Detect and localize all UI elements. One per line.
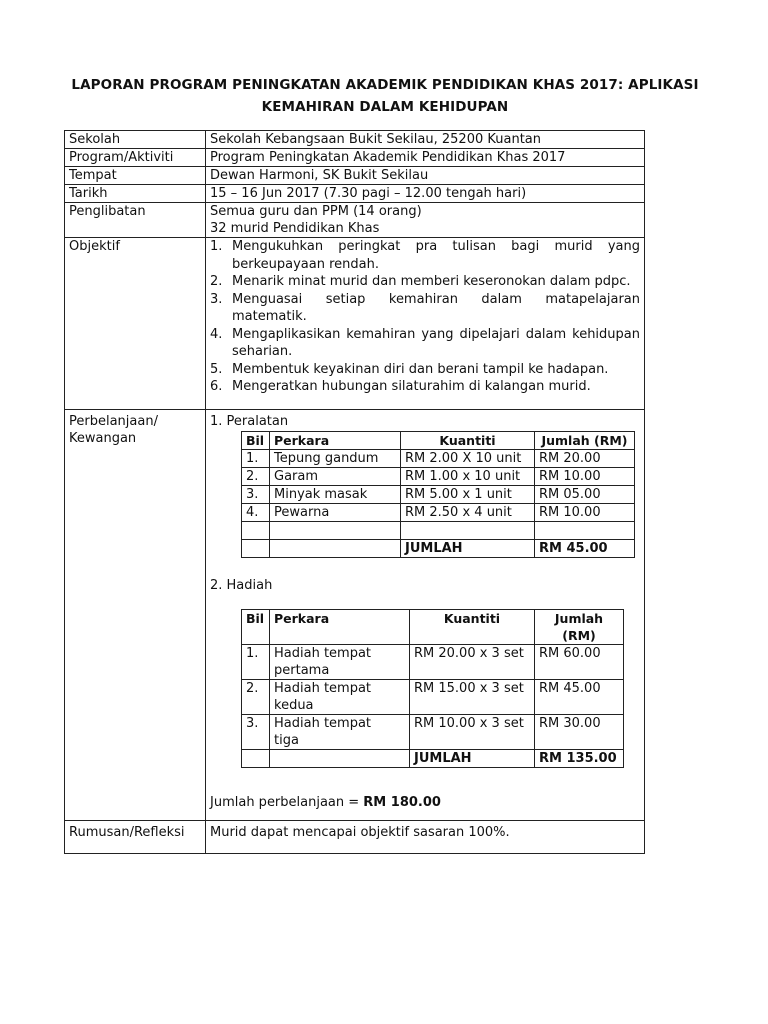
objective-item (210, 378, 640, 396)
hadiah-table (241, 609, 624, 768)
row-program (65, 149, 645, 167)
perkara-line-2: kedua (274, 697, 314, 713)
objective-text: Membentuk keyakinan diri dan berani tampil ke hadapan. (232, 361, 609, 377)
perkara-line-1: Hadiah tempat (274, 715, 372, 731)
total-row (242, 749, 624, 767)
cell-perkara: Pewarna (270, 503, 401, 521)
row-value: Murid dapat mencapai objektif sasaran 100%. (206, 820, 645, 853)
objective-text: Mengeratkan hubungan silaturahim di kalangan murid. (232, 379, 591, 394)
cell-kuantiti (401, 521, 535, 539)
cell-kuantiti: RM 1.00 x 10 unit (401, 467, 535, 485)
objective-number: 2. (210, 274, 223, 289)
grand-total-value: RM 180.00 (363, 794, 441, 810)
objective-number: 1. (210, 239, 223, 254)
peralatan-header-row (242, 431, 635, 449)
row-objektif (65, 238, 645, 410)
cell-jumlah: RM 05.00 (535, 485, 635, 503)
cell-jumlah (535, 521, 635, 539)
objective-item (210, 291, 640, 326)
title-line-2: KEMAHIRAN DALAM KEHIDUPAN (261, 99, 509, 115)
total-label: JUMLAH (401, 539, 535, 557)
cell-bil: 1. (242, 449, 270, 467)
grand-total-label: Jumlah perbelanjaan = (210, 794, 364, 810)
table-row (242, 503, 635, 521)
row-label: Program/Aktiviti (65, 149, 206, 167)
row-label: Rumusan/Refleksi (65, 820, 206, 853)
row-rumusan (65, 820, 645, 853)
header-jumlah (535, 609, 624, 644)
row-label: Sekolah (65, 131, 206, 149)
hadiah-heading: 2. Hadiah (210, 577, 273, 593)
cell-perkara (270, 644, 410, 679)
table-row (242, 449, 635, 467)
table-row (242, 679, 624, 714)
row-value: Program Peningkatan Akademik Pendidikan Khas 2017 (206, 149, 645, 167)
row-label: Objektif (65, 238, 206, 410)
grand-total (210, 794, 640, 812)
row-label (65, 409, 206, 820)
row-value: Dewan Harmoni, SK Bukit Sekilau (206, 167, 645, 185)
cell-perkara: Tepung gandum (270, 449, 401, 467)
header-bil: Bil (242, 609, 270, 644)
cell-jumlah: RM 10.00 (535, 467, 635, 485)
cell-perkara (270, 521, 401, 539)
objective-text: Menguasai setiap kemahiran dalam matapelajaran matematik. (232, 291, 640, 324)
objective-number: 3. (210, 291, 223, 307)
row-label: Penglibatan (65, 203, 206, 238)
cell-bil (242, 749, 270, 767)
objective-item (210, 238, 640, 273)
objective-item (210, 273, 640, 291)
cell-bil: 1. (242, 644, 270, 679)
cell-perkara (270, 749, 410, 767)
perkara-line-2: tiga (274, 732, 299, 748)
total-row (242, 539, 635, 557)
row-label: Tarikh (65, 185, 206, 203)
perkara-line-1: Hadiah tempat (274, 645, 372, 661)
row-value: 15 – 16 Jun 2017 (7.30 pagi – 12.00 tengah hari) (206, 185, 645, 203)
cell-perkara (270, 539, 401, 557)
cell-bil: 3. (242, 714, 270, 749)
cell-kuantiti: RM 20.00 x 3 set (410, 644, 535, 679)
objective-text: Mengukuhkan peringkat pra tulisan bagi murid yang berkeupayaan rendah. (232, 239, 640, 272)
objective-item (210, 361, 640, 379)
report-table (64, 130, 645, 854)
title-line-1: LAPORAN PROGRAM PENINGKATAN AKADEMIK PENDIDIKAN KHAS 2017: APLIKASI (71, 77, 699, 93)
expense-cell (206, 409, 645, 820)
hadiah-header-row (242, 609, 624, 644)
document-title (64, 74, 706, 118)
row-penglibatan (65, 203, 645, 238)
penglibatan-line-2: 32 murid Pendidikan Khas (210, 221, 380, 236)
cell-kuantiti: RM 5.00 x 1 unit (401, 485, 535, 503)
cell-kuantiti: RM 2.50 x 4 unit (401, 503, 535, 521)
row-label: Tempat (65, 167, 206, 185)
table-row-empty (242, 521, 635, 539)
cell-jumlah: RM 30.00 (535, 714, 624, 749)
header-perkara: Perkara (270, 609, 410, 644)
cell-jumlah: RM 60.00 (535, 644, 624, 679)
row-perbelanjaan (65, 409, 645, 820)
cell-bil: 2. (242, 679, 270, 714)
cell-kuantiti: RM 10.00 x 3 set (410, 714, 535, 749)
cell-bil: 4. (242, 503, 270, 521)
cell-perkara: Garam (270, 467, 401, 485)
perbelanjaan-label-line-1: Perbelanjaan/ (69, 413, 158, 429)
peralatan-table (241, 431, 635, 558)
cell-jumlah: RM 10.00 (535, 503, 635, 521)
header-bil: Bil (242, 431, 270, 449)
cell-bil: 3. (242, 485, 270, 503)
total-value: RM 45.00 (535, 539, 635, 557)
row-value: Sekolah Kebangsaan Bukit Sekilau, 25200 Kuantan (206, 131, 645, 149)
cell-bil (242, 521, 270, 539)
objective-list (210, 238, 640, 396)
header-kuantiti: Kuantiti (401, 431, 535, 449)
table-row (242, 644, 624, 679)
objective-item (210, 326, 640, 361)
row-tarikh (65, 185, 645, 203)
cell-jumlah: RM 20.00 (535, 449, 635, 467)
objective-cell (206, 238, 645, 410)
cell-perkara (270, 714, 410, 749)
perbelanjaan-label-line-2: Kewangan (69, 430, 137, 446)
cell-kuantiti: RM 2.00 X 10 unit (401, 449, 535, 467)
objective-number: 5. (210, 361, 223, 377)
table-row (242, 467, 635, 485)
row-tempat (65, 167, 645, 185)
header-perkara: Perkara (270, 431, 401, 449)
objective-number: 4. (210, 326, 223, 342)
penglibatan-line-1: Semua guru dan PPM (14 orang) (210, 204, 422, 219)
objective-number: 6. (210, 379, 223, 394)
peralatan-heading: 1. Peralatan (210, 413, 289, 429)
table-row (242, 714, 624, 749)
header-kuantiti: Kuantiti (410, 609, 535, 644)
row-sekolah (65, 131, 645, 149)
perkara-line-1: Hadiah tempat (274, 680, 372, 696)
cell-jumlah: RM 45.00 (535, 679, 624, 714)
cell-bil (242, 539, 270, 557)
row-value (206, 203, 645, 238)
total-label: JUMLAH (410, 749, 535, 767)
objective-text: Menarik minat murid dan memberi keseronokan dalam pdpc. (232, 274, 631, 289)
cell-perkara: Minyak masak (270, 485, 401, 503)
cell-bil: 2. (242, 467, 270, 485)
header-jumlah-line-2: (RM) (562, 627, 596, 643)
table-row (242, 485, 635, 503)
header-jumlah: Jumlah (RM) (535, 431, 635, 449)
objective-text: Mengaplikasikan kemahiran yang dipelajari dalam kehidupan seharian. (232, 326, 640, 359)
perkara-line-2: pertama (274, 662, 330, 678)
total-value: RM 135.00 (535, 749, 624, 767)
cell-perkara (270, 679, 410, 714)
cell-kuantiti: RM 15.00 x 3 set (410, 679, 535, 714)
header-jumlah-line-1: Jumlah (554, 610, 604, 626)
